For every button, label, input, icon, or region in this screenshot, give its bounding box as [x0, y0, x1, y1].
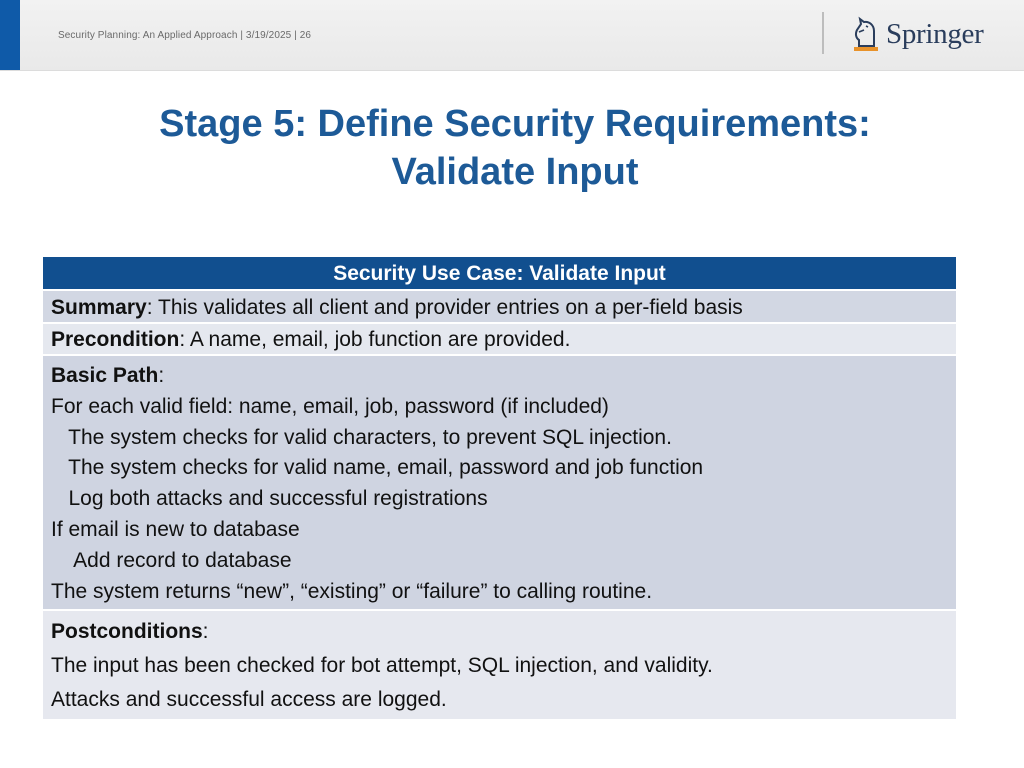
- title-line-2: Validate Input: [391, 151, 639, 193]
- basic-path-row: [43, 354, 956, 609]
- precondition-label: Precondition: [51, 328, 180, 351]
- use-case-table: [43, 257, 956, 719]
- summary-label: Summary: [51, 296, 147, 319]
- logo-separator: [822, 12, 824, 54]
- title-line-1: Stage 5: Define Security Requirements:: [159, 103, 871, 145]
- basic-path-heading: Basic Path:: [51, 364, 165, 387]
- summary-text: : This validates all client and provider entries on a per-field basis: [146, 296, 743, 319]
- springer-logo: [850, 14, 983, 54]
- precondition-row: [43, 322, 956, 354]
- slide-title: [100, 100, 930, 196]
- basic-path-line: The system checks for valid name, email, password and job function: [51, 456, 704, 480]
- header-accent-strip: [0, 0, 20, 70]
- summary-row: [43, 289, 956, 322]
- knight-chess-horse-icon: [850, 16, 880, 52]
- slide-header-bar: [0, 0, 1024, 71]
- postconditions-label: Postconditions: [51, 620, 203, 644]
- basic-path-line: The system returns “new”, “existing” or “failure” to calling routine.: [51, 579, 653, 603]
- slide-footer-text: Security Planning: An Applied Approach | 3/19/2025 | 26: [58, 30, 312, 41]
- postconditions-row: [43, 609, 956, 719]
- basic-path-label: Basic Path: [51, 364, 159, 387]
- basic-path-line: Log both attacks and successful registrations: [51, 487, 488, 511]
- postconditions-line: The input has been checked for bot attempt, SQL injection, and validity.: [51, 654, 713, 678]
- publisher-name: Springer: [886, 17, 984, 50]
- basic-path-line: For each valid field: name, email, job, password (if included): [51, 394, 609, 418]
- precondition-text: : A name, email, job function are provided.: [179, 328, 571, 351]
- basic-path-line: If email is new to database: [51, 517, 300, 541]
- table-header: Security Use Case: Validate Input: [43, 257, 956, 289]
- postconditions-line: Attacks and successful access are logged.: [51, 688, 447, 712]
- postconditions-heading: Postconditions:: [51, 620, 209, 644]
- basic-path-line: The system checks for valid characters, to prevent SQL injection.: [51, 425, 672, 449]
- basic-path-line: Add record to database: [51, 548, 292, 572]
